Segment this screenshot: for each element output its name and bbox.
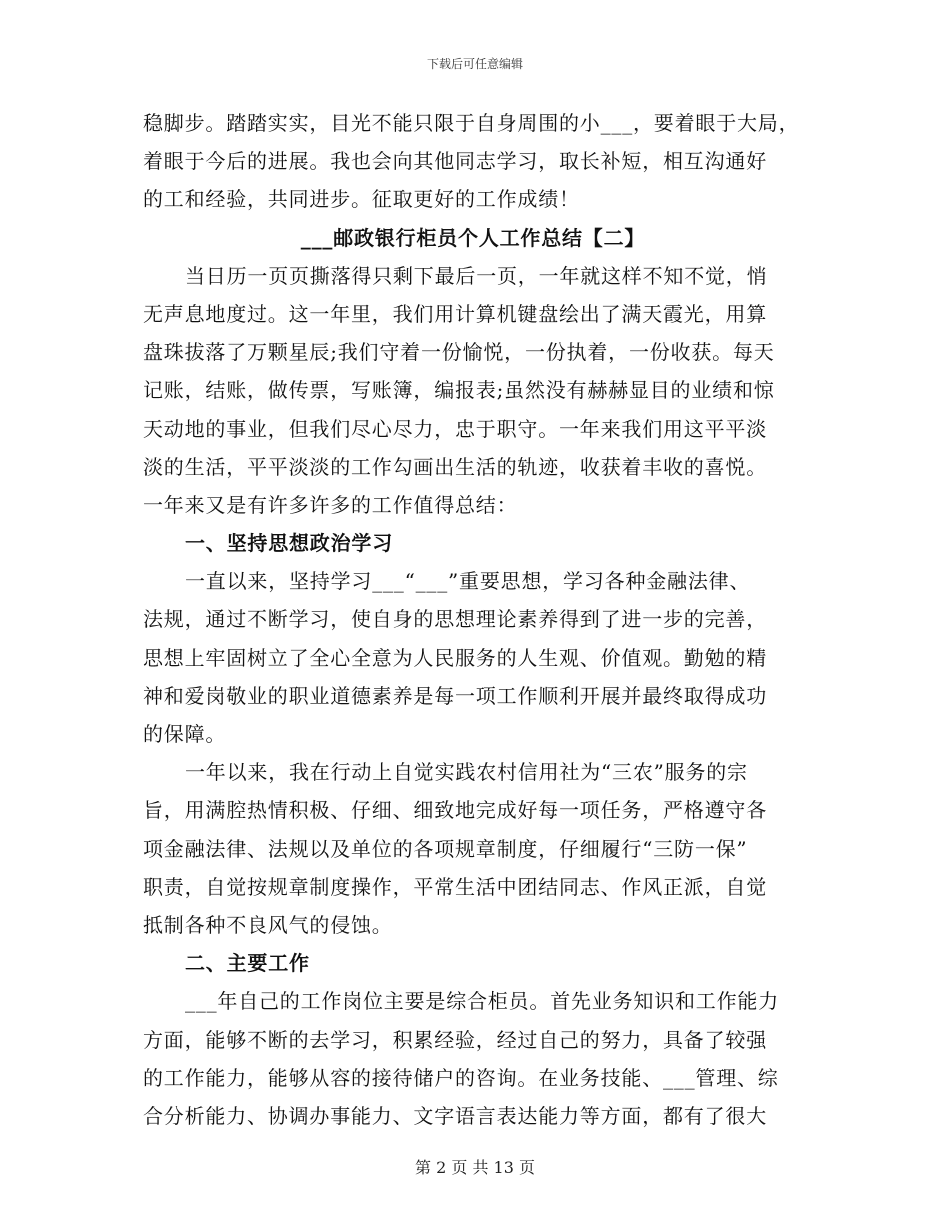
page-footer: 第 2 页 共 13 页 [415, 1158, 535, 1177]
text-line: 神和爱岗敬业的职业道德素养是每一项工作顺利开展并最终取得成功 [143, 683, 767, 708]
paragraph-start-line: ___年自己的工作岗位主要是综合柜员。首先业务知识和工作能力 [185, 989, 779, 1014]
paragraph-start-line: 一直以来，坚持学习___“___”重要思想，学习各种金融法律、 [185, 569, 751, 594]
text-line: 思想上牢固树立了全心全意为人民服务的人生观、价值观。勤勉的精 [143, 645, 767, 670]
text-line: 稳脚步。踏踏实实，目光不能只限于自身周围的小___，要着眼于大局， [143, 111, 800, 135]
text-line: 方面，能够不断的去学习，积累经验，经过自己的努力，具备了较强 [143, 1027, 767, 1052]
text-line: 法规，通过不断学习，使自身的思想理论素养得到了进一步的完善， [143, 607, 767, 632]
heading-main-work: 二、主要工作 [185, 951, 310, 976]
text-line: 盘珠拔落了万颗星辰;我们守着一份愉悦，一份执着，一份收获。每天 [143, 340, 775, 365]
text-line: 无声息地度过。这一年里，我们用计算机键盘绘出了满天霞光，用算 [143, 301, 767, 326]
text-line: 一年来又是有许多许多的工作值得总结： [143, 492, 518, 517]
section-title: ___邮政银行柜员个人工作总结【二】 [300, 225, 646, 250]
text-line: 的保障。 [143, 722, 227, 746]
text-line: 着眼于今后的进展。我也会向其他同志学习，取长补短，相互沟通好 [143, 149, 767, 174]
text-line: 的工和经验，共同进步。征取更好的工作成绩！ [143, 187, 580, 212]
text-line: 抵制各种不良风气的侵蚀。 [143, 912, 393, 937]
text-line: 旨，用满腔热情积极、仔细、细致地完成好每一项任务，严格遵守各 [143, 798, 767, 823]
text-line: 职责，自觉按规章制度操作，平常生活中团结同志、作风正派，自觉 [143, 874, 767, 899]
text-line: 的工作能力，能够从容的接待储户的咨询。在业务技能、___管理、综 [143, 1065, 779, 1090]
text-line: 淡的生活，平平淡淡的工作勾画出生活的轨迹，收获着丰收的喜悦。 [143, 454, 767, 479]
paragraph-start-line: 当日历一页页撕落得只剩下最后一页，一年就这样不知不觉，悄 [185, 263, 768, 288]
header-note: 下载后可任意编辑 [426, 57, 523, 71]
text-line: 合分析能力、协调办事能力、文字语言表达能力等方面，都有了很大 [143, 1103, 767, 1128]
text-line: 记账，结账，做传票，写账簿，编报表;虽然没有赫赫显目的业绩和惊 [143, 378, 775, 403]
text-line: 天动地的事业，但我们尽心尽力，忠于职守。一年来我们用这平平淡 [143, 416, 767, 441]
text-line: 项金融法律、法规以及单位的各项规章制度，仔细履行“三防一保” [143, 836, 748, 861]
document-body [143, 104, 803, 1135]
heading-political-study: 一、坚持思想政治学习 [185, 531, 393, 556]
paragraph-start-line: 一年以来，我在行动上自觉实践农村信用社为“三农”服务的宗 [185, 760, 748, 785]
